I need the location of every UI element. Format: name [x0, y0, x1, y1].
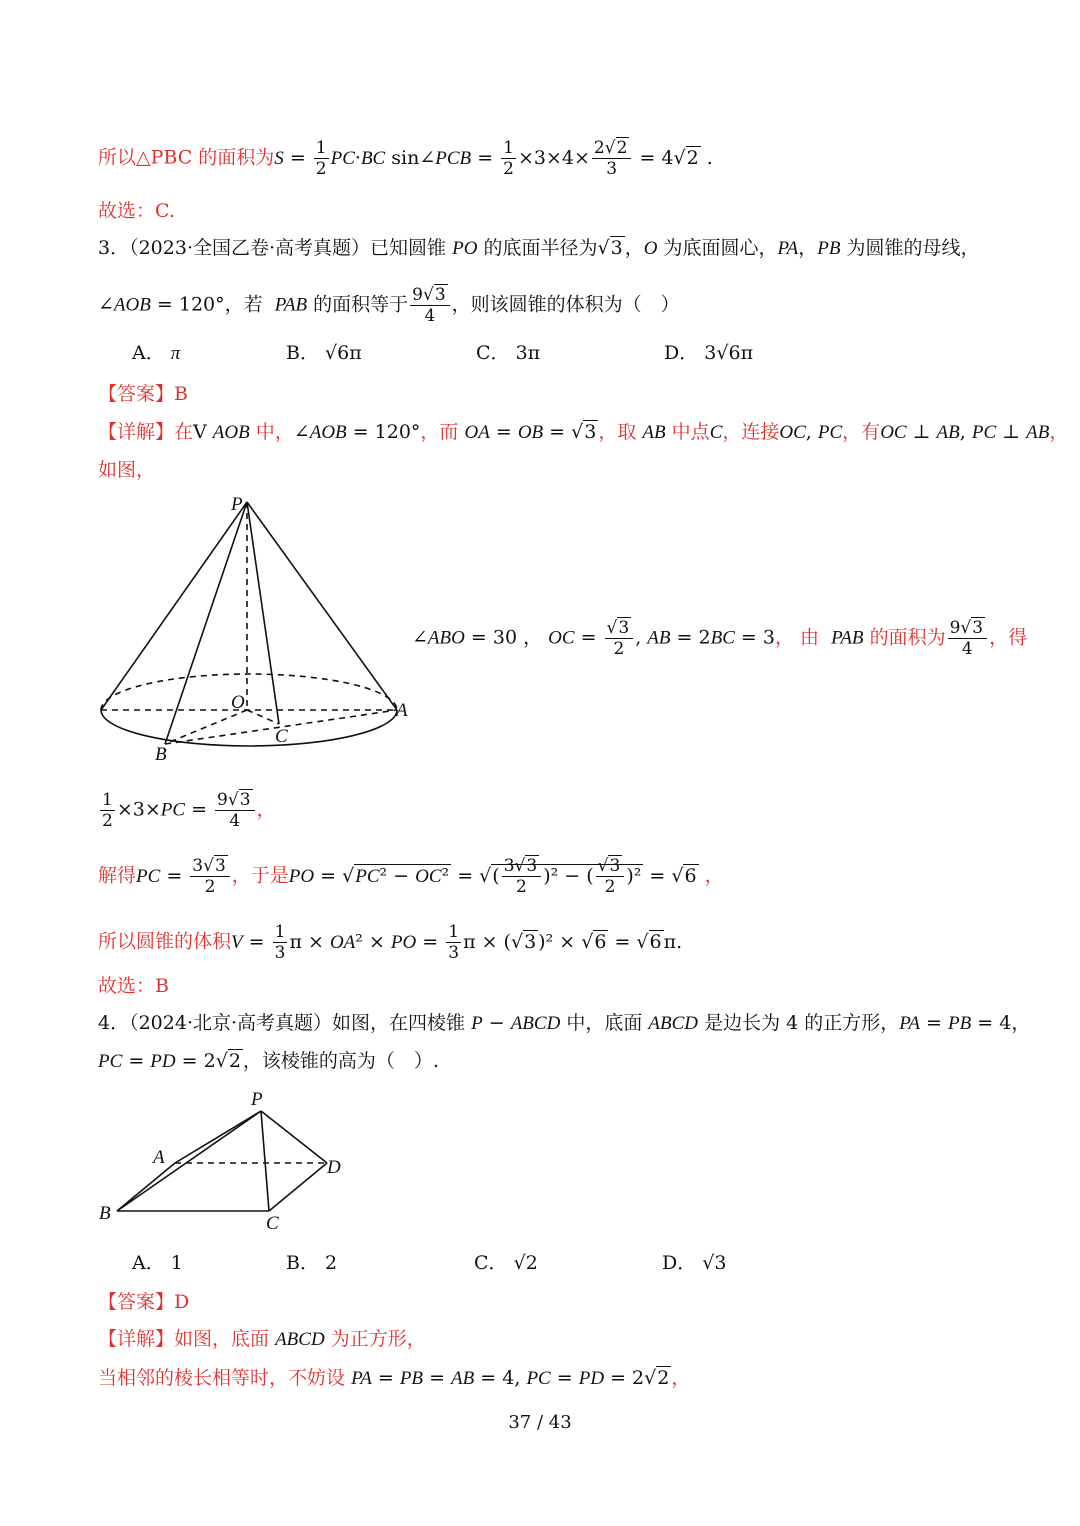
right-text: ，得 — [989, 626, 1028, 649]
detail-text: ，而 — [420, 421, 459, 443]
pyr-edge-pc — [261, 1111, 269, 1211]
cone-line-pc — [247, 502, 279, 724]
area-prefix: 所以△PBC 的面积为 — [98, 146, 275, 169]
q3-option-d[interactable] — [664, 341, 753, 365]
q3-option-b[interactable] — [286, 341, 362, 365]
q3-option-a[interactable] — [132, 341, 180, 366]
option-label: A． — [132, 1252, 165, 1274]
right-text: 的面积为 — [869, 626, 946, 649]
area-pbc-line — [98, 138, 713, 179]
pyr-label-b: B — [99, 1203, 111, 1224]
option-label: C． — [476, 342, 510, 364]
q4-answer: 【答案】D — [98, 1291, 190, 1313]
cone-label-b: B — [155, 744, 167, 760]
cone-line-oc — [247, 710, 279, 724]
detail-text: ，连接 — [722, 421, 780, 443]
option-label: C． — [474, 1252, 508, 1274]
q3-text-b: 的底面半径为 — [483, 237, 598, 259]
cone-label-p: P — [231, 494, 243, 515]
cone-figure — [95, 490, 415, 760]
option-value: √6π — [325, 342, 362, 364]
q4-option-b[interactable] — [286, 1251, 337, 1275]
detail-tag: 【详解】 — [98, 421, 175, 443]
q3-detail-line: 【详解】在V AOB 中，∠AOB = 120°，而 OA = OB = √3 ，取 AB 中点C，连接OC, PC，有OC ⊥ AB, PC ⊥ AB， — [98, 421, 1069, 443]
q3-option-c[interactable] — [476, 341, 540, 365]
detail-text: 中点 — [671, 421, 710, 443]
volume-text: 所以圆锥的体积 — [98, 930, 232, 953]
pyr-label-p: P — [251, 1089, 263, 1110]
q3-equation-pc: $\frac{1}{2}$ ×3×PC = $\frac{9√3}{4}$ ， — [102, 790, 276, 831]
detail-text: 如图，底面 — [174, 1328, 270, 1350]
choose-c-line: 故选：C. — [98, 200, 175, 222]
q4-detail-line: 【详解】如图，底面 ABCD 为正方形， — [98, 1328, 426, 1350]
q3-line2: ∠AOB = 120°，若 PAB 的面积等于 $\frac{9√3}{4}$ ，则该圆锥的体积为（ ） — [98, 285, 680, 326]
cone-edge-left — [101, 502, 247, 710]
pyr-label-c: C — [266, 1213, 279, 1234]
q4-line2: PC = PD = 2√2 ，该棱锥的高为（ ）. — [98, 1050, 439, 1072]
pyramid-figure — [95, 1085, 355, 1235]
pyr-edge-pa — [175, 1111, 261, 1163]
cone-line-ob — [165, 710, 247, 744]
detail-text: 当相邻的棱长相等时，不妨设 — [98, 1367, 346, 1389]
q4-text-a: 如图，在四棱锥 — [332, 1012, 466, 1034]
option-value: 2 — [325, 1252, 338, 1274]
q4-line1: 4．（2024·北京·高考真题）如图，在四棱锥 P − ABCD 中，底面 ABCD 是边长为 4 的正方形，PA = PB = 4， — [98, 1012, 1031, 1034]
detail-tag: 【详解】 — [98, 1328, 175, 1350]
option-value: 1 — [170, 1252, 183, 1274]
q3-text-g: ，则该圆锥的体积为（ ） — [451, 293, 680, 316]
area-formula: S = $\frac{1}{2}$ PC·BC sin∠PCB = $\frac{1}{2}$ ×3×4× $\frac{2√2}{3}$ = 4√2 . — [274, 138, 713, 179]
cone-label-o: O — [231, 692, 245, 713]
pyr-edge-pb — [117, 1111, 261, 1211]
option-label: B． — [286, 1252, 319, 1274]
q3-text-f: 的面积等于 — [313, 293, 409, 316]
q4-text-c: 是边长为 4 的正方形， — [704, 1012, 900, 1034]
pyr-edge-pd — [261, 1111, 327, 1163]
q4-option-c[interactable] — [474, 1251, 538, 1275]
detail-text: 为正方形， — [330, 1328, 426, 1350]
q3-line1: 3．（2023·全国乙卷·高考真题）已知圆锥 PO 的底面半径为√3 ，O 为底面圆心，PA，PB 为圆锥的母线， — [98, 237, 980, 259]
detail-text: 中， — [255, 421, 294, 443]
option-label: B． — [286, 342, 319, 364]
q4-number: 4． — [98, 1012, 130, 1034]
detail-text: 在 — [174, 421, 194, 443]
q4-text-b: 中，底面 — [566, 1012, 643, 1034]
solve-text: ，于是 — [231, 864, 289, 887]
detail-text: ，有 — [842, 421, 881, 443]
q3-solve-line: 解得PC = $\frac{3√3}{2}$ ，于是PO = √PC² − OC² = √( $\frac{3√3}{2}$ )² − ( $\frac{√3}{2}$ )² = √6 ， — [98, 856, 724, 897]
option-value: √3 — [702, 1252, 727, 1274]
q3-answer: 【答案】B — [98, 383, 188, 405]
q3-text-d: 为圆锥的母线， — [846, 237, 980, 259]
q3-text-a: 已知圆锥 — [370, 237, 447, 259]
q3-source: （2023·全国乙卷·高考真题） — [129, 237, 371, 259]
cone-base-back — [101, 674, 397, 710]
q4-option-a[interactable] — [132, 1251, 183, 1275]
q4-option-d[interactable] — [662, 1251, 726, 1275]
right-text: 由 — [800, 626, 820, 649]
q3-volume-line: 所以圆锥的体积V = $\frac{1}{3}$ π × OA² × PO = $\frac{1}{3}$ π × (√3 )² × √6 = √6 π. — [98, 922, 683, 963]
cone-label-a: A — [396, 700, 408, 721]
q4-detail-line2: 当相邻的棱长相等时，不妨设 PA = PB = AB = 4, PC = PD = 2√2 ， — [98, 1367, 691, 1389]
solve-text: 解得 — [98, 864, 137, 887]
q4-source: （2024·北京·高考真题） — [129, 1012, 333, 1034]
page-number: 37 / 43 — [508, 1412, 572, 1433]
option-value: 3π — [515, 342, 541, 364]
option-value: π — [170, 343, 181, 364]
option-label: D． — [664, 342, 699, 364]
detail-text: ，取 — [598, 421, 637, 443]
pyr-label-a: A — [153, 1147, 165, 1168]
option-value: 3√6π — [704, 342, 754, 364]
q3-figure-right-text: ∠ABO = 30 ， OC = $\frac{√3}{2}$ , AB = 2BC = 3， 由 PAB 的面积为 $\frac{9√3}{4}$ ，得 — [412, 618, 1028, 659]
pyr-edge-cd — [269, 1163, 327, 1211]
q3-text-e: ，若 — [224, 293, 263, 316]
q3-choose-line: 故选：B — [98, 975, 169, 997]
pyr-label-d: D — [327, 1157, 341, 1178]
pyr-edge-ab — [117, 1163, 175, 1211]
q3-text-c: 为底面圆心， — [663, 237, 778, 259]
q4-text-d: ，该棱锥的高为（ ）. — [242, 1050, 439, 1072]
q3-figure-note: 如图， — [98, 459, 156, 481]
cone-label-c: C — [275, 726, 288, 747]
option-label: D． — [662, 1252, 697, 1274]
option-label: A． — [132, 342, 165, 364]
option-value: √2 — [513, 1252, 538, 1274]
cone-base-front — [101, 710, 397, 746]
q3-number: 3． — [98, 237, 130, 259]
